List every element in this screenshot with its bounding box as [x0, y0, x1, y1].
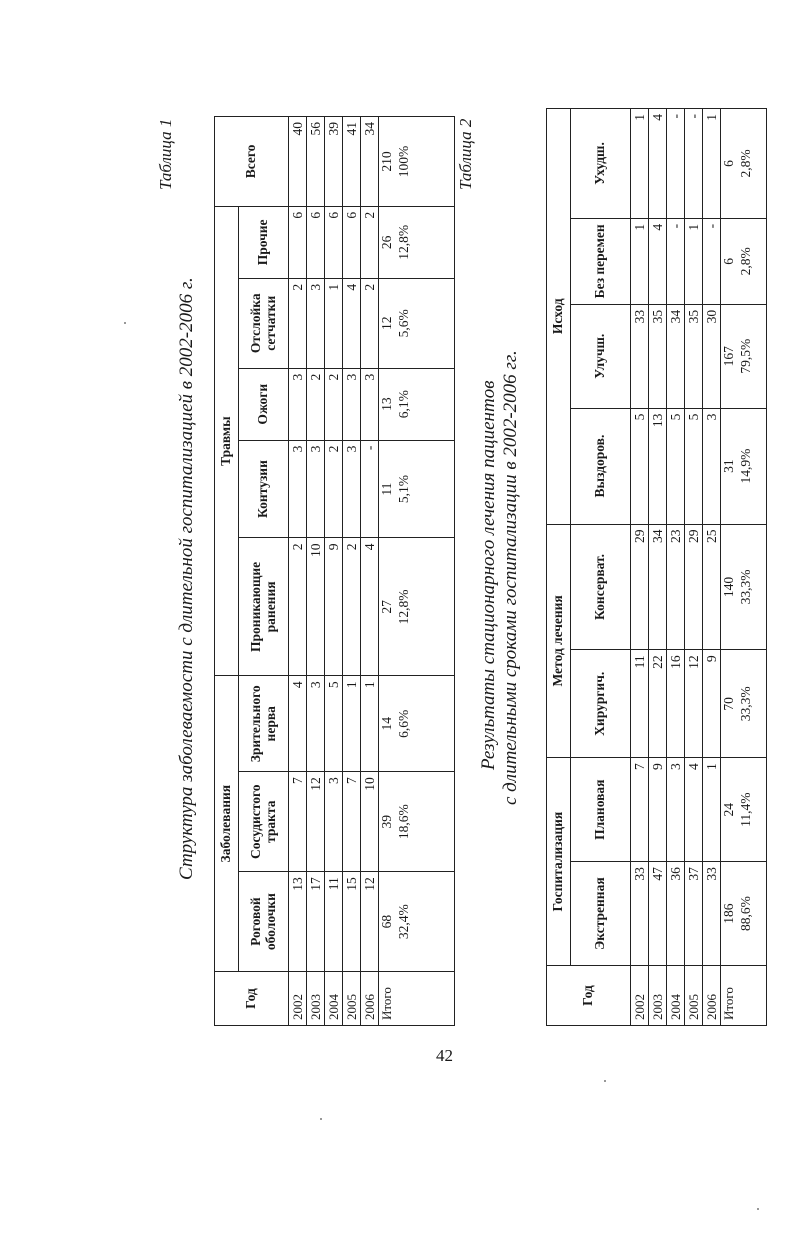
table2 — [546, 108, 767, 1026]
t2-cell-emergency: 47 — [649, 862, 667, 966]
t2-cell-improved: 35 — [649, 304, 667, 408]
t1-cell-other: 6 — [343, 206, 361, 278]
t2-cell-year: 2002 — [631, 966, 649, 1026]
t1-header-other: Прочие — [239, 206, 289, 278]
t1-cell-total: 34 — [361, 117, 379, 207]
t2-cell-planned: 9 — [649, 758, 667, 862]
t1-total-detachment: 12 5,6% — [379, 278, 455, 368]
t2-cell-emergency: 33 — [703, 862, 721, 966]
t2-cell-year: 2003 — [649, 966, 667, 1026]
t2-total-planned: 24 11,4% — [721, 758, 767, 862]
table-row — [343, 117, 361, 1026]
t2-cell-nochange: 1 — [631, 218, 649, 304]
t2-total-label: Итого — [721, 966, 767, 1026]
t2-cell-recovered: 5 — [667, 408, 685, 524]
t1-total-cornea: 68 32,4% — [379, 872, 455, 972]
table-row — [631, 109, 649, 1026]
t1-cell-contusion: 3 — [307, 440, 325, 538]
t1-cell-optic: 5 — [325, 676, 343, 772]
t1-cell-penetrating: 4 — [361, 538, 379, 676]
t1-total-total: 210 100% — [379, 117, 455, 207]
t1-total-label: Итого — [379, 972, 455, 1026]
page-number: 42 — [436, 1046, 453, 1065]
table-row — [361, 117, 379, 1026]
t1-total-vascular: 39 18,6% — [379, 772, 455, 872]
table1-label: Таблица 1 — [156, 118, 175, 190]
t2-total-improved: 167 79,5% — [721, 304, 767, 408]
scan-speck — [320, 1118, 322, 1120]
t2-total-conservative: 140 33,3% — [721, 524, 767, 650]
table-row — [703, 109, 721, 1026]
t1-cell-total: 40 — [289, 117, 307, 207]
t1-cell-detachment: 3 — [307, 278, 325, 368]
t1-cell-penetrating: 10 — [307, 538, 325, 676]
table-total-row — [721, 109, 767, 1026]
t1-cell-penetrating: 2 — [289, 538, 307, 676]
t2-total-surgical: 70 33,3% — [721, 650, 767, 758]
t2-cell-improved: 30 — [703, 304, 721, 408]
t1-header-burns: Ожоги — [239, 368, 289, 440]
t1-cell-year: 2003 — [307, 972, 325, 1026]
t1-cell-cornea: 11 — [325, 872, 343, 972]
t2-header-method: Метод лечения — [547, 524, 571, 758]
t1-cell-year: 2005 — [343, 972, 361, 1026]
t1-header-contusion: Контузии — [239, 440, 289, 538]
t1-header-total: Всего — [215, 117, 289, 207]
table2-title-line2: с длительными сроками госпитализации в 2002-2006 гг. — [500, 350, 521, 805]
table-row — [667, 109, 685, 1026]
t1-cell-other: 6 — [307, 206, 325, 278]
t2-cell-year: 2004 — [667, 966, 685, 1026]
t1-total-penetrating: 27 12,8% — [379, 538, 455, 676]
t2-cell-recovered: 13 — [649, 408, 667, 524]
t1-cell-other: 2 — [361, 206, 379, 278]
t2-cell-conservative: 29 — [685, 524, 703, 650]
t2-header-outcome: Исход — [547, 109, 571, 525]
t1-cell-contusion: 3 — [289, 440, 307, 538]
t2-cell-emergency: 33 — [631, 862, 649, 966]
t2-cell-worse: - — [685, 109, 703, 219]
t2-cell-recovered: 5 — [685, 408, 703, 524]
table1-title: Структура заболеваемости с длительной госпитализацией в 2002-2006 г. — [176, 277, 197, 880]
t1-total-other: 26 12,8% — [379, 206, 455, 278]
table-total-row — [379, 117, 455, 1026]
t1-header-injuries: Травмы — [215, 206, 239, 675]
t1-cell-vascular: 3 — [325, 772, 343, 872]
t1-cell-detachment: 1 — [325, 278, 343, 368]
t2-total-recovered: 31 14,9% — [721, 408, 767, 524]
table2-label: Таблица 2 — [456, 118, 475, 190]
t1-header-optic: Зрительного нерва — [239, 676, 289, 772]
t2-cell-recovered: 5 — [631, 408, 649, 524]
t2-cell-planned: 3 — [667, 758, 685, 862]
t2-cell-surgical: 16 — [667, 650, 685, 758]
t1-cell-total: 39 — [325, 117, 343, 207]
t1-cell-vascular: 7 — [289, 772, 307, 872]
t1-header-vascular: Сосудистого тракта — [239, 772, 289, 872]
t2-cell-planned: 4 — [685, 758, 703, 862]
table-row — [685, 109, 703, 1026]
t1-cell-contusion: - — [361, 440, 379, 538]
t1-header-year: Год — [215, 972, 289, 1026]
scan-speck — [757, 1208, 759, 1210]
table-row — [325, 117, 343, 1026]
t1-total-optic: 14 6,6% — [379, 676, 455, 772]
t2-cell-conservative: 23 — [667, 524, 685, 650]
t1-cell-year: 2004 — [325, 972, 343, 1026]
t2-cell-worse: 1 — [631, 109, 649, 219]
t2-cell-nochange: - — [703, 218, 721, 304]
t2-header-planned: Плановая — [571, 758, 631, 862]
t2-cell-worse: 4 — [649, 109, 667, 219]
table2-wrapper — [546, 108, 767, 1026]
t2-cell-improved: 35 — [685, 304, 703, 408]
t1-cell-penetrating: 9 — [325, 538, 343, 676]
t2-cell-worse: 1 — [703, 109, 721, 219]
t2-total-worse: 6 2,8% — [721, 109, 767, 219]
scan-speck — [124, 322, 126, 324]
t2-cell-conservative: 29 — [631, 524, 649, 650]
t1-total-contusion: 11 5,1% — [379, 440, 455, 538]
t1-cell-cornea: 13 — [289, 872, 307, 972]
t1-cell-vascular: 7 — [343, 772, 361, 872]
t1-header-penetrating: Проникающие ранения — [239, 538, 289, 676]
t1-total-burns: 13 6,1% — [379, 368, 455, 440]
t2-total-emergency: 186 88,6% — [721, 862, 767, 966]
t1-cell-detachment: 2 — [361, 278, 379, 368]
t2-header-nochange: Без перемен — [571, 218, 631, 304]
t1-cell-optic: 1 — [361, 676, 379, 772]
t2-header-recovered: Выздоров. — [571, 408, 631, 524]
t2-cell-conservative: 34 — [649, 524, 667, 650]
t2-cell-emergency: 36 — [667, 862, 685, 966]
scan-speck — [604, 1080, 606, 1082]
t2-header-conservative: Консерват. — [571, 524, 631, 650]
t2-cell-improved: 34 — [667, 304, 685, 408]
t1-cell-cornea: 17 — [307, 872, 325, 972]
t1-cell-detachment: 4 — [343, 278, 361, 368]
t1-cell-burns: 3 — [361, 368, 379, 440]
table2-title-line1: Результаты стационарного лечения пациентов — [478, 380, 499, 770]
t1-cell-burns: 2 — [325, 368, 343, 440]
t2-cell-nochange: 1 — [685, 218, 703, 304]
t1-header-detachment: Отслойка сетчатки — [239, 278, 289, 368]
t2-header-emergency: Экстренная — [571, 862, 631, 966]
t2-cell-surgical: 9 — [703, 650, 721, 758]
table1-wrapper — [214, 116, 455, 1026]
t2-header-worse: Ухудш. — [571, 109, 631, 219]
t2-cell-recovered: 3 — [703, 408, 721, 524]
t1-cell-burns: 3 — [343, 368, 361, 440]
table-row — [307, 117, 325, 1026]
table1 — [214, 116, 455, 1026]
t2-header-surgical: Хирургич. — [571, 650, 631, 758]
t1-cell-year: 2002 — [289, 972, 307, 1026]
t1-cell-optic: 4 — [289, 676, 307, 772]
t2-cell-improved: 33 — [631, 304, 649, 408]
t2-cell-emergency: 37 — [685, 862, 703, 966]
t2-cell-nochange: 4 — [649, 218, 667, 304]
t1-cell-burns: 3 — [289, 368, 307, 440]
t1-cell-burns: 2 — [307, 368, 325, 440]
t2-total-nochange: 6 2,8% — [721, 218, 767, 304]
t1-cell-contusion: 2 — [325, 440, 343, 538]
t2-cell-nochange: - — [667, 218, 685, 304]
t1-cell-cornea: 15 — [343, 872, 361, 972]
t1-header-diseases: Заболевания — [215, 676, 239, 972]
t1-header-cornea: Роговой оболочки — [239, 872, 289, 972]
t1-cell-contusion: 3 — [343, 440, 361, 538]
t1-cell-optic: 1 — [343, 676, 361, 772]
t1-cell-cornea: 12 — [361, 872, 379, 972]
table-row — [289, 117, 307, 1026]
t1-cell-optic: 3 — [307, 676, 325, 772]
t2-header-year: Год — [547, 966, 631, 1026]
t2-cell-planned: 7 — [631, 758, 649, 862]
t1-cell-detachment: 2 — [289, 278, 307, 368]
t1-cell-other: 6 — [289, 206, 307, 278]
t2-cell-year: 2005 — [685, 966, 703, 1026]
t2-cell-conservative: 25 — [703, 524, 721, 650]
t1-cell-total: 56 — [307, 117, 325, 207]
t2-cell-surgical: 22 — [649, 650, 667, 758]
t1-cell-penetrating: 2 — [343, 538, 361, 676]
t1-cell-vascular: 12 — [307, 772, 325, 872]
t1-cell-total: 41 — [343, 117, 361, 207]
t2-cell-surgical: 12 — [685, 650, 703, 758]
t2-cell-planned: 1 — [703, 758, 721, 862]
t2-cell-surgical: 11 — [631, 650, 649, 758]
table-row — [649, 109, 667, 1026]
t2-cell-year: 2006 — [703, 966, 721, 1026]
t1-cell-other: 6 — [325, 206, 343, 278]
t2-cell-worse: - — [667, 109, 685, 219]
t2-header-improved: Улучш. — [571, 304, 631, 408]
t2-header-hosp: Госпитализация — [547, 758, 571, 966]
t1-cell-year: 2006 — [361, 972, 379, 1026]
t1-cell-vascular: 10 — [361, 772, 379, 872]
